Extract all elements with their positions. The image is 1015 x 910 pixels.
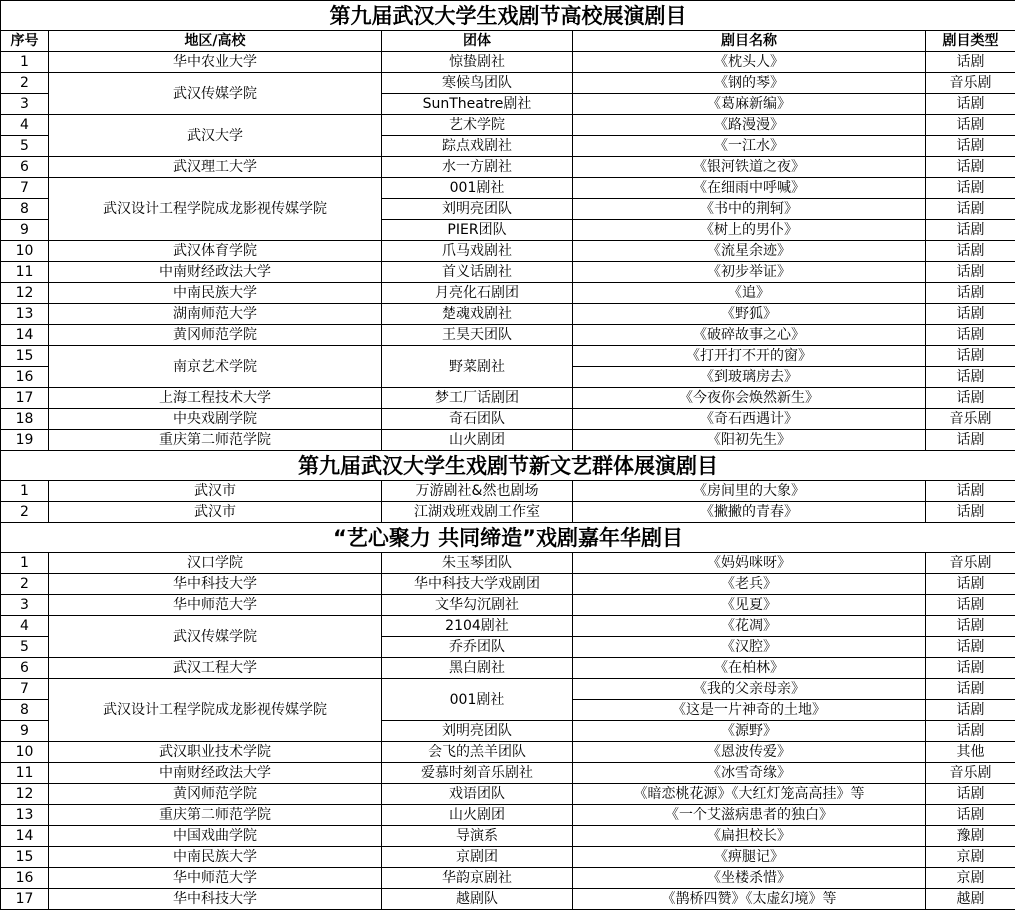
cell-school[interactable]: 上海工程技术大学 xyxy=(49,388,382,409)
cell-type[interactable]: 话剧 xyxy=(926,700,1015,721)
table-row xyxy=(1,73,1015,94)
header-play[interactable]: 剧目名称 xyxy=(573,31,926,52)
cell-no[interactable]: 13 xyxy=(1,304,49,325)
cell-troupe[interactable]: 爱慕时刻音乐剧社 xyxy=(382,763,573,784)
cell-play[interactable]: 《书中的荆轲》 xyxy=(573,199,926,220)
table-row xyxy=(1,241,1015,262)
table-row xyxy=(1,889,1015,910)
cell-play[interactable]: 《花凋》 xyxy=(573,616,926,637)
cell-play[interactable]: 《路漫漫》 xyxy=(573,115,926,136)
cell-school[interactable]: 黄冈师范学院 xyxy=(49,325,382,346)
cell-troupe[interactable]: 爪马戏剧社 xyxy=(382,241,573,262)
cell-play[interactable]: 《暗恋桃花源》《大红灯笼高高挂》等 xyxy=(573,784,926,805)
cell-type[interactable]: 话剧 xyxy=(926,637,1015,658)
cell-no[interactable]: 16 xyxy=(1,868,49,889)
cell-type[interactable]: 豫剧 xyxy=(926,826,1015,847)
cell-troupe[interactable]: 黑白剧社 xyxy=(382,658,573,679)
cell-play[interactable]: 《追》 xyxy=(573,283,926,304)
cell-school[interactable]: 湖南师范大学 xyxy=(49,304,382,325)
cell-type[interactable]: 话剧 xyxy=(926,283,1015,304)
table-row xyxy=(1,847,1015,868)
table-row xyxy=(1,178,1015,199)
section-title[interactable]: “艺心聚力 共同缔造”戏剧嘉年华剧目 xyxy=(1,523,1015,553)
section-title[interactable]: 第九届武汉大学生戏剧节新文艺群体展演剧目 xyxy=(1,451,1015,481)
cell-troupe[interactable]: 会飞的羔羊团队 xyxy=(382,742,573,763)
cell-type[interactable]: 话剧 xyxy=(926,721,1015,742)
cell-troupe[interactable]: 华韵京剧社 xyxy=(382,868,573,889)
cell-type[interactable]: 话剧 xyxy=(926,304,1015,325)
cell-play[interactable]: 《钢的琴》 xyxy=(573,73,926,94)
cell-no[interactable]: 1 xyxy=(1,553,49,574)
cell-no[interactable]: 10 xyxy=(1,742,49,763)
cell-troupe[interactable]: 万游剧社&然也剧场 xyxy=(382,481,573,502)
cell-school[interactable]: 华中科技大学 xyxy=(49,889,382,910)
cell-no[interactable]: 2 xyxy=(1,574,49,595)
cell-troupe[interactable]: 梦工厂话剧团 xyxy=(382,388,573,409)
cell-troupe[interactable]: 月亮化石剧团 xyxy=(382,283,573,304)
cell-no[interactable]: 3 xyxy=(1,595,49,616)
table-row xyxy=(1,481,1015,502)
cell-play[interactable]: 《葛麻新编》 xyxy=(573,94,926,115)
cell-school[interactable]: 黄冈师范学院 xyxy=(49,784,382,805)
cell-school[interactable]: 华中师范大学 xyxy=(49,595,382,616)
table-row xyxy=(1,574,1015,595)
table-row xyxy=(1,784,1015,805)
cell-no[interactable]: 15 xyxy=(1,346,49,367)
table-row xyxy=(1,679,1015,700)
cell-no[interactable]: 6 xyxy=(1,157,49,178)
cell-no[interactable]: 7 xyxy=(1,178,49,199)
table-row xyxy=(1,868,1015,889)
table-row xyxy=(1,115,1015,136)
cell-play[interactable]: 《痹腿记》 xyxy=(573,847,926,868)
cell-type[interactable]: 话剧 xyxy=(926,220,1015,241)
cell-school[interactable]: 武汉理工大学 xyxy=(49,157,382,178)
cell-troupe[interactable]: 山火剧团 xyxy=(382,805,573,826)
cell-troupe[interactable]: 首义话剧社 xyxy=(382,262,573,283)
cell-troupe[interactable]: 艺术学院 xyxy=(382,115,573,136)
cell-no[interactable]: 14 xyxy=(1,826,49,847)
cell-play[interactable]: 《老兵》 xyxy=(573,574,926,595)
cell-troupe[interactable]: 奇石团队 xyxy=(382,409,573,430)
cell-type[interactable]: 话剧 xyxy=(926,367,1015,388)
cell-type[interactable]: 京剧 xyxy=(926,847,1015,868)
table-row xyxy=(1,346,1015,367)
cell-play[interactable]: 《扁担校长》 xyxy=(573,826,926,847)
cell-school[interactable]: 南京艺术学院 xyxy=(49,346,382,388)
cell-type[interactable]: 越剧 xyxy=(926,889,1015,910)
cell-school[interactable]: 汉口学院 xyxy=(49,553,382,574)
cell-school[interactable]: 中南民族大学 xyxy=(49,283,382,304)
cell-type[interactable]: 话剧 xyxy=(926,346,1015,367)
cell-no[interactable]: 13 xyxy=(1,805,49,826)
cell-type[interactable]: 话剧 xyxy=(926,481,1015,502)
cell-no[interactable]: 12 xyxy=(1,784,49,805)
cell-no[interactable]: 4 xyxy=(1,616,49,637)
table-row xyxy=(1,409,1015,430)
cell-no[interactable]: 5 xyxy=(1,136,49,157)
cell-type[interactable]: 其他 xyxy=(926,742,1015,763)
table-row xyxy=(1,52,1015,73)
cell-troupe[interactable]: 乔乔团队 xyxy=(382,637,573,658)
cell-play[interactable]: 《在柏林》 xyxy=(573,658,926,679)
cell-troupe[interactable]: 华中科技大学戏剧团 xyxy=(382,574,573,595)
cell-troupe[interactable]: 刘明亮团队 xyxy=(382,721,573,742)
cell-school[interactable]: 中南财经政法大学 xyxy=(49,262,382,283)
header-school[interactable]: 地区/高校 xyxy=(49,31,382,52)
cell-troupe[interactable]: 踪点戏剧社 xyxy=(382,136,573,157)
table-row xyxy=(1,658,1015,679)
cell-school[interactable]: 中央戏剧学院 xyxy=(49,409,382,430)
cell-play[interactable]: 《一江水》 xyxy=(573,136,926,157)
cell-troupe[interactable]: 戏语团队 xyxy=(382,784,573,805)
cell-type[interactable]: 京剧 xyxy=(926,868,1015,889)
table-row xyxy=(1,595,1015,616)
cell-type[interactable]: 话剧 xyxy=(926,199,1015,220)
cell-type[interactable]: 话剧 xyxy=(926,262,1015,283)
cell-play[interactable]: 《房间里的大象》 xyxy=(573,481,926,502)
cell-play[interactable]: 《这是一片神奇的土地》 xyxy=(573,700,926,721)
cell-troupe[interactable]: 楚魂戏剧社 xyxy=(382,304,573,325)
table-row xyxy=(1,805,1015,826)
cell-troupe[interactable]: 寒候鸟团队 xyxy=(382,73,573,94)
header-type[interactable]: 剧目类型 xyxy=(926,31,1015,52)
cell-school[interactable]: 武汉体育学院 xyxy=(49,241,382,262)
cell-no[interactable]: 9 xyxy=(1,220,49,241)
cell-no[interactable]: 1 xyxy=(1,52,49,73)
cell-type[interactable]: 话剧 xyxy=(926,136,1015,157)
cell-no[interactable]: 17 xyxy=(1,889,49,910)
cell-no[interactable]: 6 xyxy=(1,658,49,679)
cell-type[interactable]: 话剧 xyxy=(926,241,1015,262)
cell-troupe[interactable]: 001剧社 xyxy=(382,178,573,199)
cell-school[interactable]: 武汉工程大学 xyxy=(49,658,382,679)
cell-play[interactable]: 《野狐》 xyxy=(573,304,926,325)
table-row xyxy=(1,325,1015,346)
cell-school[interactable]: 中南财经政法大学 xyxy=(49,763,382,784)
cell-type[interactable]: 话剧 xyxy=(926,115,1015,136)
table-row xyxy=(1,262,1015,283)
cell-play[interactable]: 《打开打不开的窗》 xyxy=(573,346,926,367)
cell-play[interactable]: 《在细雨中呼喊》 xyxy=(573,178,926,199)
cell-no[interactable]: 12 xyxy=(1,283,49,304)
cell-no[interactable]: 14 xyxy=(1,325,49,346)
cell-type[interactable]: 话剧 xyxy=(926,784,1015,805)
cell-school[interactable]: 华中科技大学 xyxy=(49,574,382,595)
cell-school[interactable]: 中南民族大学 xyxy=(49,847,382,868)
table-row xyxy=(1,430,1015,451)
cell-play[interactable]: 《汉腔》 xyxy=(573,637,926,658)
cell-no[interactable]: 4 xyxy=(1,115,49,136)
cell-play[interactable]: 《到玻璃房去》 xyxy=(573,367,926,388)
cell-type[interactable]: 话剧 xyxy=(926,388,1015,409)
table-row xyxy=(1,157,1015,178)
cell-troupe[interactable]: 刘明亮团队 xyxy=(382,199,573,220)
cell-no[interactable]: 17 xyxy=(1,388,49,409)
cell-play[interactable]: 《流星余迹》 xyxy=(573,241,926,262)
cell-school[interactable]: 华中师范大学 xyxy=(49,868,382,889)
cell-troupe[interactable]: 水一方剧社 xyxy=(382,157,573,178)
cell-no[interactable]: 9 xyxy=(1,721,49,742)
cell-play[interactable]: 《枕头人》 xyxy=(573,52,926,73)
header-no[interactable]: 序号 xyxy=(1,31,49,52)
table-row xyxy=(1,388,1015,409)
cell-play[interactable]: 《破碎故事之心》 xyxy=(573,325,926,346)
table-row xyxy=(1,616,1015,637)
cell-type[interactable]: 音乐剧 xyxy=(926,73,1015,94)
cell-type[interactable]: 话剧 xyxy=(926,595,1015,616)
table-row xyxy=(1,283,1015,304)
cell-no[interactable]: 18 xyxy=(1,409,49,430)
cell-play[interactable]: 《见夏》 xyxy=(573,595,926,616)
cell-school[interactable]: 重庆第二师范学院 xyxy=(49,805,382,826)
cell-type[interactable]: 话剧 xyxy=(926,574,1015,595)
cell-play[interactable]: 《妈妈咪呀》 xyxy=(573,553,926,574)
table-row xyxy=(1,553,1015,574)
table-row xyxy=(1,502,1015,523)
cell-type[interactable]: 话剧 xyxy=(926,157,1015,178)
cell-troupe[interactable]: 野菜剧社 xyxy=(382,346,573,388)
cell-school[interactable]: 武汉市 xyxy=(49,502,382,523)
cell-type[interactable]: 音乐剧 xyxy=(926,763,1015,784)
cell-play[interactable]: 《坐楼杀惜》 xyxy=(573,868,926,889)
cell-no[interactable]: 3 xyxy=(1,94,49,115)
cell-school[interactable]: 武汉传媒学院 xyxy=(49,616,382,658)
cell-play[interactable]: 《今夜你会焕然新生》 xyxy=(573,388,926,409)
cell-school[interactable]: 华中农业大学 xyxy=(49,52,382,73)
cell-troupe[interactable]: 越剧队 xyxy=(382,889,573,910)
cell-no[interactable]: 11 xyxy=(1,763,49,784)
cell-play[interactable]: 《树上的男仆》 xyxy=(573,220,926,241)
cell-play[interactable]: 《源野》 xyxy=(573,721,926,742)
cell-type[interactable]: 话剧 xyxy=(926,658,1015,679)
table-row xyxy=(1,826,1015,847)
cell-type[interactable]: 话剧 xyxy=(926,52,1015,73)
cell-play[interactable]: 《恩波传爱》 xyxy=(573,742,926,763)
section-title[interactable]: 第九届武汉大学生戏剧节高校展演剧目 xyxy=(1,1,1015,31)
cell-type[interactable]: 话剧 xyxy=(926,325,1015,346)
cell-type[interactable]: 音乐剧 xyxy=(926,409,1015,430)
table-row xyxy=(1,763,1015,784)
cell-play[interactable]: 《冰雪奇缘》 xyxy=(573,763,926,784)
cell-type[interactable]: 话剧 xyxy=(926,805,1015,826)
cell-troupe[interactable]: 导演系 xyxy=(382,826,573,847)
cell-no[interactable]: 8 xyxy=(1,199,49,220)
cell-play[interactable]: 《撇撇的青春》 xyxy=(573,502,926,523)
cell-no[interactable]: 2 xyxy=(1,73,49,94)
cell-school[interactable]: 武汉设计工程学院成龙影视传媒学院 xyxy=(49,679,382,742)
cell-troupe[interactable]: 文华勾沉剧社 xyxy=(382,595,573,616)
cell-school[interactable]: 武汉设计工程学院成龙影视传媒学院 xyxy=(49,178,382,241)
table-row xyxy=(1,304,1015,325)
cell-troupe[interactable]: 2104剧社 xyxy=(382,616,573,637)
cell-type[interactable]: 话剧 xyxy=(926,502,1015,523)
cell-no[interactable]: 16 xyxy=(1,367,49,388)
cell-troupe[interactable]: 京剧团 xyxy=(382,847,573,868)
cell-play[interactable]: 《鹊桥四赞》《太虚幻境》等 xyxy=(573,889,926,910)
cell-no[interactable]: 1 xyxy=(1,481,49,502)
cell-play[interactable]: 《一个艾滋病患者的独白》 xyxy=(573,805,926,826)
cell-school[interactable]: 武汉传媒学院 xyxy=(49,73,382,115)
header-troupe[interactable]: 团体 xyxy=(382,31,573,52)
cell-play[interactable]: 《奇石西遇计》 xyxy=(573,409,926,430)
cell-school[interactable]: 中国戏曲学院 xyxy=(49,826,382,847)
cell-school[interactable]: 武汉职业技术学院 xyxy=(49,742,382,763)
cell-troupe[interactable]: 惊蛰剧社 xyxy=(382,52,573,73)
cell-no[interactable]: 7 xyxy=(1,679,49,700)
cell-troupe[interactable]: 山火剧团 xyxy=(382,430,573,451)
cell-type[interactable]: 话剧 xyxy=(926,94,1015,115)
cell-no[interactable]: 19 xyxy=(1,430,49,451)
cell-no[interactable]: 2 xyxy=(1,502,49,523)
cell-type[interactable]: 音乐剧 xyxy=(926,553,1015,574)
cell-troupe[interactable]: 朱玉琴团队 xyxy=(382,553,573,574)
cell-school[interactable]: 重庆第二师范学院 xyxy=(49,430,382,451)
cell-school[interactable]: 武汉大学 xyxy=(49,115,382,157)
cell-no[interactable]: 11 xyxy=(1,262,49,283)
cell-troupe[interactable]: 王昊天团队 xyxy=(382,325,573,346)
cell-troupe[interactable]: 江湖戏班戏剧工作室 xyxy=(382,502,573,523)
cell-type[interactable]: 话剧 xyxy=(926,178,1015,199)
table-row xyxy=(1,742,1015,763)
cell-type[interactable]: 话剧 xyxy=(926,616,1015,637)
cell-no[interactable]: 15 xyxy=(1,847,49,868)
cell-school[interactable]: 武汉市 xyxy=(49,481,382,502)
cell-no[interactable]: 5 xyxy=(1,637,49,658)
cell-play[interactable]: 《银河铁道之夜》 xyxy=(573,157,926,178)
cell-type[interactable]: 话剧 xyxy=(926,430,1015,451)
cell-play[interactable]: 《我的父亲母亲》 xyxy=(573,679,926,700)
cell-type[interactable]: 话剧 xyxy=(926,679,1015,700)
cell-play[interactable]: 《初步举证》 xyxy=(573,262,926,283)
cell-troupe[interactable]: SunTheatre剧社 xyxy=(382,94,573,115)
cell-no[interactable]: 10 xyxy=(1,241,49,262)
cell-no[interactable]: 8 xyxy=(1,700,49,721)
cell-troupe[interactable]: 001剧社 xyxy=(382,679,573,721)
cell-play[interactable]: 《阳初先生》 xyxy=(573,430,926,451)
cell-troupe[interactable]: PIER团队 xyxy=(382,220,573,241)
